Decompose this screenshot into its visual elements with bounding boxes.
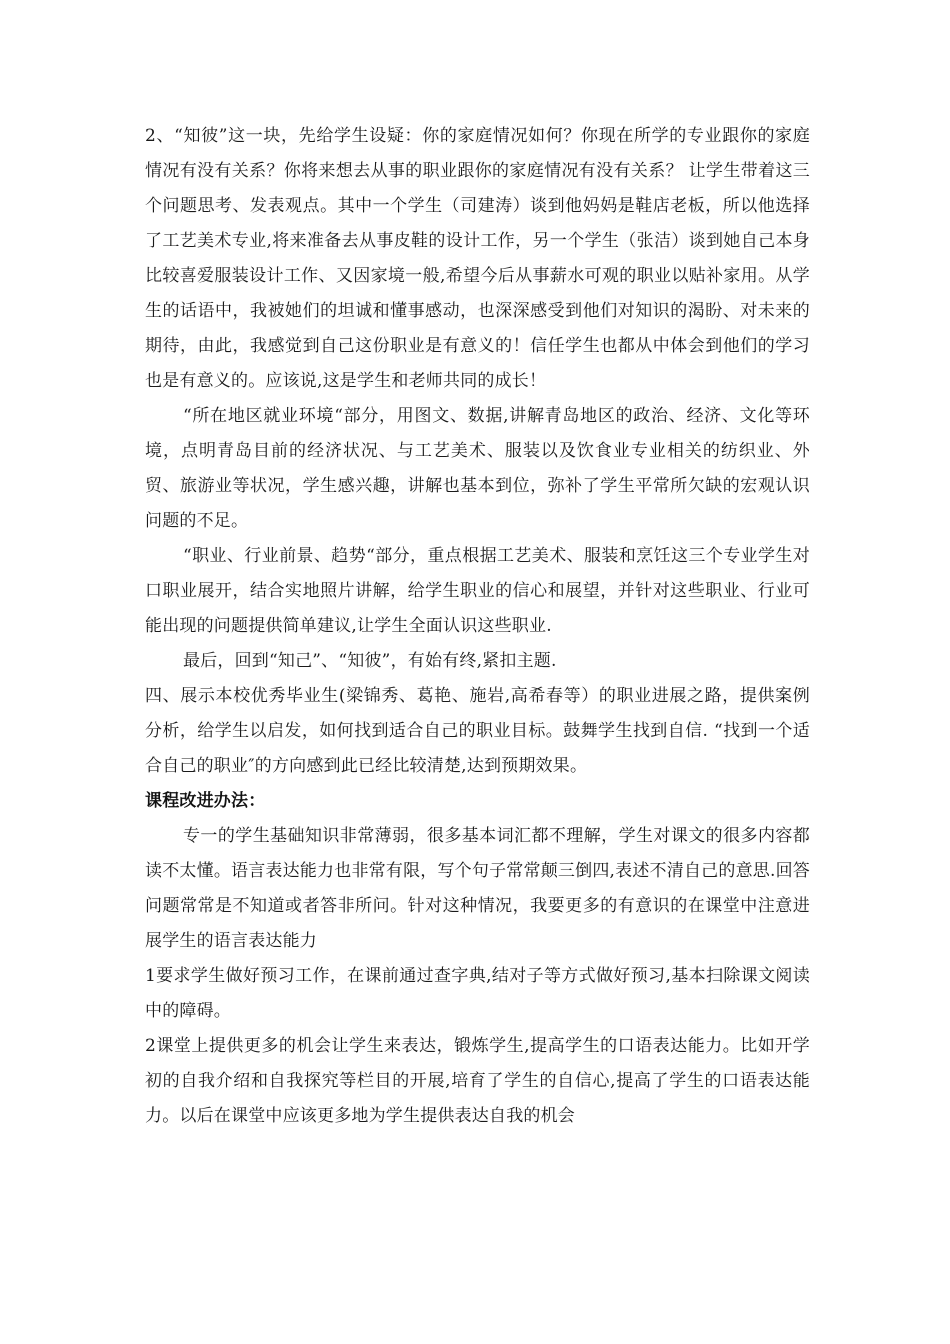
list-item-preview-work: 1要求学生做好预习工作，在课前通过查字典,结对子等方式做好预习,基本扫除课文阅读中的障碍。 <box>145 966 810 1021</box>
list-item-expression-practice: 2课堂上提供更多的机会让学生来表达，锻炼学生,提高学生的口语表达能力。比如开学初的自我介绍和自我探究等栏目的开展,培育了学生的自信心,提高了学生的口语表达能力。以后在课堂中应该更多地为学生提供表达自我的机会 <box>145 1036 810 1126</box>
paragraph-knowing-others: 2、“知彼”这一块，先给学生设疑：你的家庭情况如何？你现在所学的专业跟你的家庭情况有没有关系？你将来想去从事的职业跟你的家庭情况有没有关系？ 让学生带着这三个问题思考、发表观点。其中一个学生（司建涛）谈到他妈妈是鞋店老板，所以他选择了工艺美术专业,将来准备去从事皮鞋的设计工作，另一个学生（张洁）谈到她自己本身比较喜爱服装设计工作、又因家境一般,希望今后从事薪水可观的职业以贴补家用。从学生的话语中，我被她们的坦诚和懂事感动，也深深感受到他们对知识的渴盼、对未来的期待，由此，我感觉到自己这份职业是有意义的！信任学生也都从中体会到他们的学习也是有意义的。应该说,这是学生和老师共同的成长！ <box>145 126 810 391</box>
paragraph-student-weakness: 专一的学生基础知识非常薄弱，很多基本词汇都不理解，学生对课文的很多内容都读不太懂。语言表达能力也非常有限，写个句子常常颠三倒四,表述不清自己的意思.回答问题常常是不知道或者答非所问。针对这种情况，我要更多的有意识的在课堂中注意进展学生的语言表达能力 <box>145 826 810 951</box>
paragraph-local-employment: “所在地区就业环境“部分，用图文、数据,讲解青岛地区的政治、经济、文化等环境，点明青岛目前的经济状况、与工艺美术、服装以及饮食业专业相关的纺织业、外贸、旅游业等状况，学生感兴趣，讲解也基本到位，弥补了学生平常所欠缺的宏观认识问题的不足。 <box>145 406 810 531</box>
paragraph-industry-prospects: “职业、行业前景、趋势“部分，重点根据工艺美术、服装和烹饪这三个专业学生对口职业展开，结合实地照片讲解，给学生职业的信心和展望，并针对这些职业、行业可能出现的问题提供简单建议,让学生全面认识这些职业. <box>145 546 810 636</box>
section-heading-improvement: 课程改进办法： <box>145 791 266 811</box>
paragraph-graduates-showcase: 四、展示本校优秀毕业生(梁锦秀、葛艳、施岩,高希春等）的职业进展之路，提供案例分析，给学生以启发，如何找到适合自己的职业目标。鼓舞学生找到自信. “找到一个适合自己的职业″的方向感到此已经比较清楚,达到预期效果。 <box>145 686 810 776</box>
document-body <box>145 119 810 1134</box>
paragraph-conclusion: 最后，回到“知己”、“知彼”，有始有终,紧扣主题. <box>183 651 557 671</box>
